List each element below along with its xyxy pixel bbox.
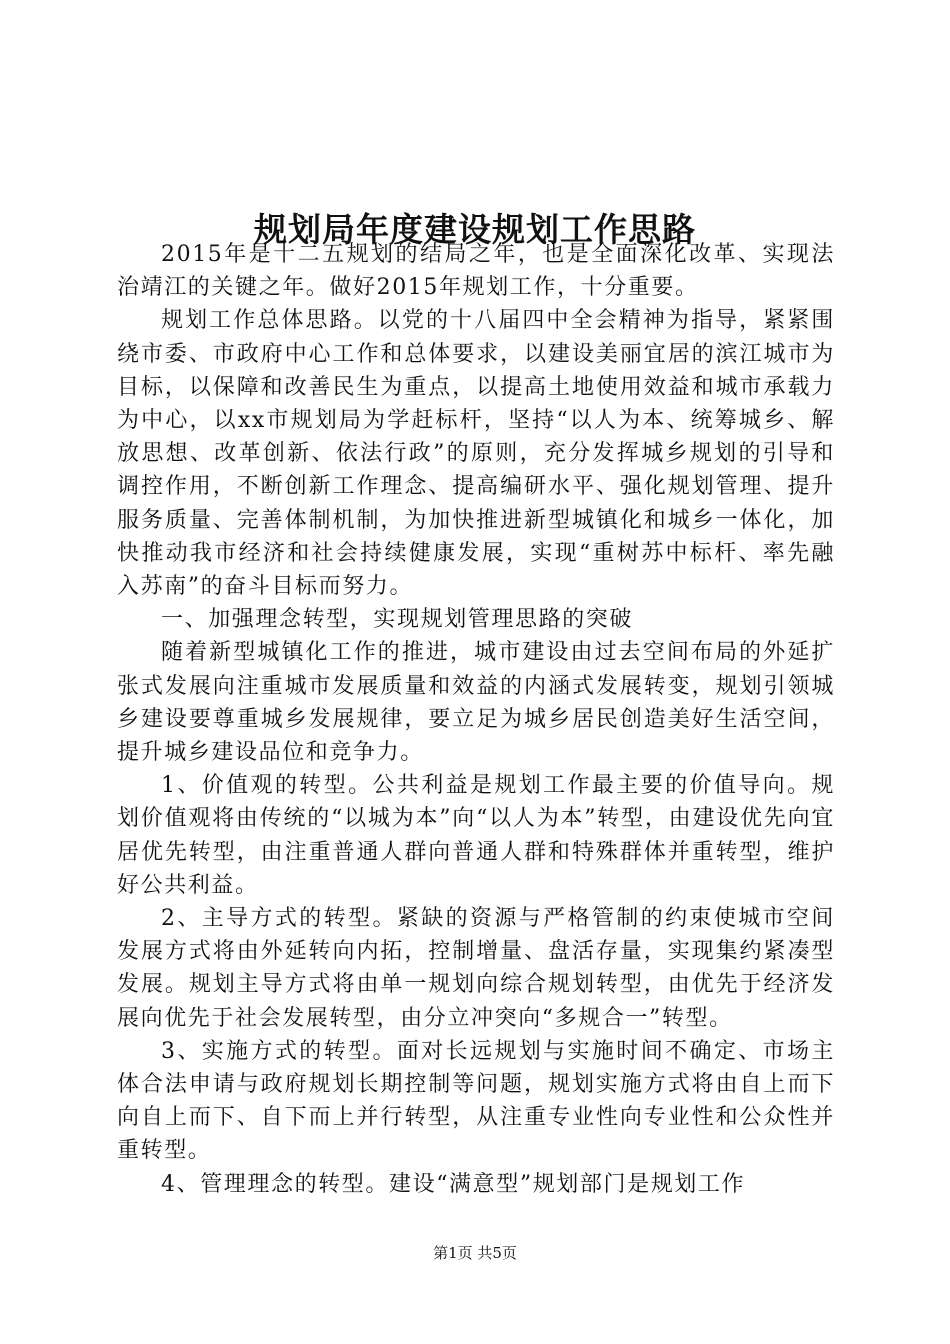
paragraph-item-4: 4、管理理念的转型。建设“满意型”规划部门是规划工作 <box>161 1171 746 1197</box>
paragraph-intro: 2015年是十二五规划的结局之年，也是全面深化改革、实现法治靖江的关键之年。做好2015年规划工作，十分重要。 <box>117 242 835 301</box>
paragraph-section-1-intro: 随着新型城镇化工作的推进，城市建设由过去空间布局的外延扩张式发展向注重城市发展质量和效益的内涵式发展转变，规划引领城乡建设要尊重城乡发展规律，要立足为城乡居民创造美好生活空间，提升城乡建设品位和竞争力。 <box>117 640 835 766</box>
document-body <box>117 238 835 1201</box>
paragraph-item-3: 3、实施方式的转型。面对长远规划与实施时间不确定、市场主体合法申请与政府规划长期控制等问题，规划实施方式将由自上而下向自上而下、自下而上并行转型，从注重专业性向专业性和公众性并重转型。 <box>117 1038 835 1164</box>
page-footer: 第1页 共5页 <box>433 1244 517 1262</box>
section-heading-1: 一、加强理念转型，实现规划管理思路的突破 <box>161 607 634 633</box>
paragraph-item-2: 2、主导方式的转型。紧缺的资源与严格管制的约束使城市空间发展方式将由外延转向内拓，控制增量、盘活存量，实现集约紧凑型发展。规划主导方式将由单一规划向综合规划转型，由优先于经济发展向优先于社会发展转型，由分立冲突向“多规合一”转型。 <box>117 906 835 1031</box>
paragraph-item-1: 1、价值观的转型。公共利益是规划工作最主要的价值导向。规划价值观将由传统的“以城为本”向“以人为本”转型，由建设优先向宜居优先转型，由注重普通人群向普通人群和特殊群体并重转型，维护好公共利益。 <box>117 773 835 898</box>
paragraph-overall-approach: 规划工作总体思路。以党的十八届四中全会精神为指导，紧紧围绕市委、市政府中心工作和总体要求，以建设美丽宜居的滨江城市为目标，以保障和改善民生为重点，以提高土地使用效益和城市承载力为中心，以xx市规划局为学赶标杆，坚持“以人为本、统筹城乡、解放思想、改革创新、依法行政”的原则，充分发挥城乡规划的引导和调控作用，不断创新工作理念、提高编研水平、强化规划管理、提升服务质量、完善体制机制，为加快推进新型城镇化和城乡一体化，加快推动我市经济和社会持续健康发展，实现“重树苏中标杆、率先融入苏南”的奋斗目标而努力。 <box>117 308 835 600</box>
document-title: 规划局年度建设规划工作思路 <box>254 210 696 250</box>
